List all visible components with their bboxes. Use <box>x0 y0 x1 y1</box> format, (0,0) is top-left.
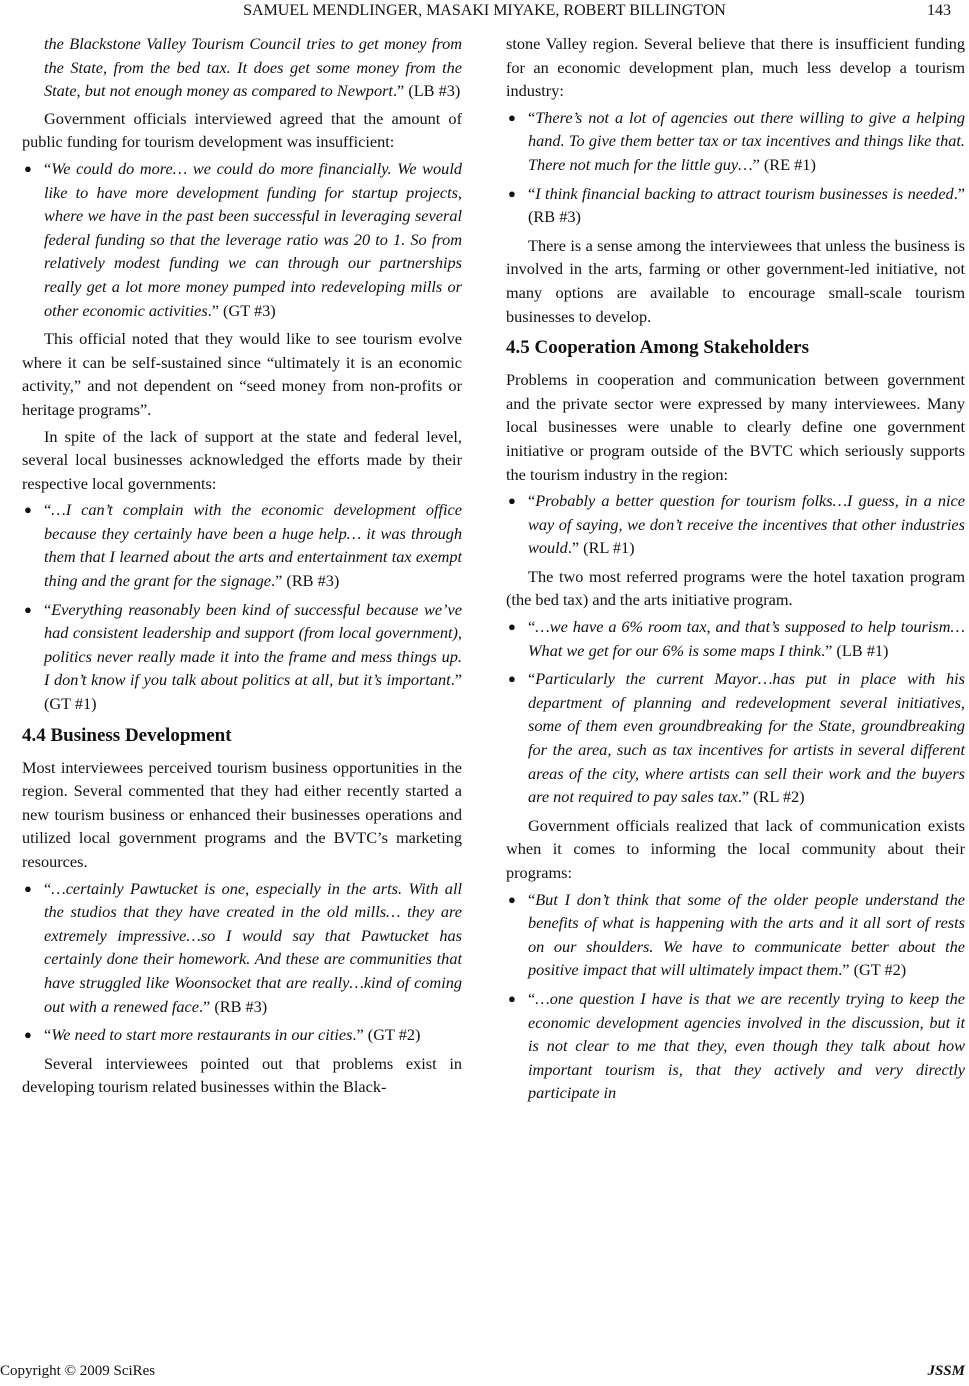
section-heading: 4.4 Business Development <box>22 724 232 746</box>
paragraph: Problems in cooperation and communication between government and the private sector were expressed by many interviewees. Many local businesses were unable to clearly define one government initiative or program outside of the BVTC which seriously supports the tourism industry in the region: <box>506 370 965 484</box>
paragraph: This official noted that they would like to see tourism evolve where it can be self-sustained since “ultimately it is an economic activity,” and not dependent on “seed money from non-profits or heritage programs”. <box>22 329 462 419</box>
paragraph: Government officials interviewed agreed that the amount of public funding for tourism development was insufficient: <box>22 108 462 152</box>
right-column <box>506 32 965 1110</box>
quote-open: “ <box>44 1025 52 1045</box>
left-column <box>22 32 462 1102</box>
quote-citation: .” (RL #2) <box>737 787 805 807</box>
quote-citation: .” (LB #3) <box>392 81 461 101</box>
quote-bullet <box>22 157 462 322</box>
bullet-icon: ● <box>508 109 516 125</box>
bullet-icon: ● <box>24 1027 32 1043</box>
quote-citation: ” (RE #1) <box>752 154 816 174</box>
quote-open: “ <box>528 889 536 909</box>
quote-citation: .” (RB #3) <box>271 571 340 591</box>
quote-open: “ <box>44 599 52 619</box>
journal-name: JSSM <box>927 1363 965 1379</box>
bullet-icon: ● <box>24 502 32 518</box>
quote-bullet <box>22 877 462 1019</box>
bullet-icon: ● <box>508 185 516 201</box>
quote-text: …certainly Pawtucket is one, especially in the arts. With all the studios that they have created in the old mills… they are extremely impressive…so I would say that Pawtucket has certainly done their homework. And these are communities that have struggled like Woonsocket that are really…kind of coming out with a renewed face <box>44 878 462 1016</box>
bullet-icon: ● <box>508 990 516 1006</box>
quote-open: “ <box>528 107 536 127</box>
quote-citation: .” (GT #2) <box>352 1025 421 1045</box>
quote-continuation <box>22 32 462 103</box>
quote-text: the Blackstone Valley Tourism Council tries to get money from the State, from the bed tax. It does get some money from the State, but not enough money as compared to Newport <box>44 34 462 101</box>
bullet-icon: ● <box>24 601 32 617</box>
quote-text: …we have a 6% room tax, and that’s supposed to help tourism…What we get for our 6% is some maps I think <box>528 617 965 660</box>
quote-text: I think financial backing to attract tourism businesses is needed <box>535 183 954 203</box>
quote-open: “ <box>44 158 52 178</box>
quote-text: There’s not a lot of agencies out there willing to give a helping hand. To give them better tax or tax incentives and things like that. There not much for the little guy… <box>528 107 965 174</box>
quote-citation: .” (RL #1) <box>567 538 635 558</box>
quote-citation: .” (GT #2) <box>838 960 907 980</box>
quote-open: “ <box>528 669 536 689</box>
quote-citation: .” (RB #3) <box>198 996 268 1016</box>
quote-citation: .” (GT #3) <box>207 300 276 320</box>
quote-citation: .” (GT #1) <box>44 670 462 714</box>
quote-text: …one question I have is that we are recently trying to keep the economic development agencies involved in the discussion, but it is not clear to me that they, even though they talk about how important tourism is, that they actively and very directly participate in <box>528 988 965 1103</box>
quote-text: …I can’t complain with the economic development office because they certainly have been a huge help… it was through them that I learned about the arts and entertainment tax exempt thing and the grant for the signage <box>44 500 462 591</box>
bullet-icon: ● <box>508 619 516 635</box>
paragraph: Several interviewees pointed out that problems exist in developing tourism related businesses within the Black- <box>22 1053 462 1097</box>
bullet-icon: ● <box>24 880 32 896</box>
bullet-icon: ● <box>24 160 32 176</box>
quote-text: Probably a better question for tourism folks…I guess, in a nice way of saying, we don’t receive the incentives that other industries would <box>528 491 965 558</box>
copyright: Copyright © 2009 SciRes <box>0 1363 156 1379</box>
quote-open: “ <box>44 878 52 898</box>
quote-bullet <box>22 1023 462 1047</box>
quote-text: But I don’t think that some of the older people understand the benefits of what is happening with the arts and it all sort of rests on our shoulders. We have to communicate better about the positive impact that will ultimately impact them <box>528 889 965 980</box>
quote-bullet <box>506 182 965 229</box>
paragraph: In spite of the lack of support at the state and federal level, several local businesses acknowledged the efforts made by their respective local governments: <box>22 426 462 493</box>
section-heading: 4.5 Cooperation Among Stakeholders <box>506 337 809 359</box>
quote-open: “ <box>528 183 536 203</box>
quote-bullet <box>22 498 462 592</box>
quote-bullet <box>506 615 965 662</box>
quote-bullet <box>506 489 965 560</box>
quote-text: We need to start more restaurants in our cities <box>51 1025 353 1045</box>
page-number: 143 <box>927 2 951 19</box>
quote-bullet <box>506 106 965 177</box>
quote-text: We could do more… we could do more financially. We would like to have more development funding for startup projects, where we have in the past been successful in leveraging several federal funding so that the leverage ratio was 20 to 1. So from relatively modest funding we can through our partnerships really get a lot more money pumped into redeveloping mills or other economic activities <box>44 158 462 320</box>
quote-open: “ <box>528 988 536 1008</box>
quote-bullet <box>506 987 965 1105</box>
quote-open: “ <box>528 491 536 511</box>
paragraph: stone Valley region. Several believe that there is insufficient funding for an economic development plan, much less develop a tourism industry: <box>506 34 965 101</box>
quote-citation: .” (RB #3) <box>528 183 965 227</box>
quote-open: “ <box>44 500 52 520</box>
bullet-icon: ● <box>508 493 516 509</box>
quote-citation: .” (LB #1) <box>821 640 889 660</box>
bullet-icon: ● <box>508 891 516 907</box>
quote-bullet <box>22 598 462 716</box>
paragraph: Most interviewees perceived tourism business opportunities in the region. Several commented that they had either recently started a new tourism business or enhanced their businesses operations and utilized local government programs and the BVTC’s marketing resources. <box>22 757 462 871</box>
quote-text: Particularly the current Mayor…has put in place with his department of planning and redevelopment several initiatives, some of them even groundbreaking for the State, groundbreaking for the area, such as tax incentives for artists in several different areas of the city, where artists can sell their work and the buyers are not required to pay sales tax <box>528 669 965 807</box>
paragraph: Government officials realized that lack of communication exists when it comes to informing the local community about their programs: <box>506 815 965 882</box>
quote-text: Everything reasonably been kind of successful because we’ve had consistent leadership and support (from local government), politics never really made it into the frame and mess things up. I don’t know if you talk about politics at all, but it’s important <box>44 599 462 690</box>
bullet-icon: ● <box>508 671 516 687</box>
paragraph: There is a sense among the interviewees that unless the business is involved in the arts, farming or other government-led initiative, not many options are available to encourage small-scale tourism businesses to develop. <box>506 235 965 326</box>
quote-open: “ <box>528 617 536 637</box>
running-header <box>0 2 969 24</box>
quote-bullet <box>506 888 965 982</box>
quote-bullet <box>506 667 965 809</box>
paragraph: The two most referred programs were the hotel taxation program (the bed tax) and the arts initiative program. <box>506 566 965 610</box>
header-authors: SAMUEL MENDLINGER, MASAKI MIYAKE, ROBERT BILLINGTON <box>243 2 726 19</box>
